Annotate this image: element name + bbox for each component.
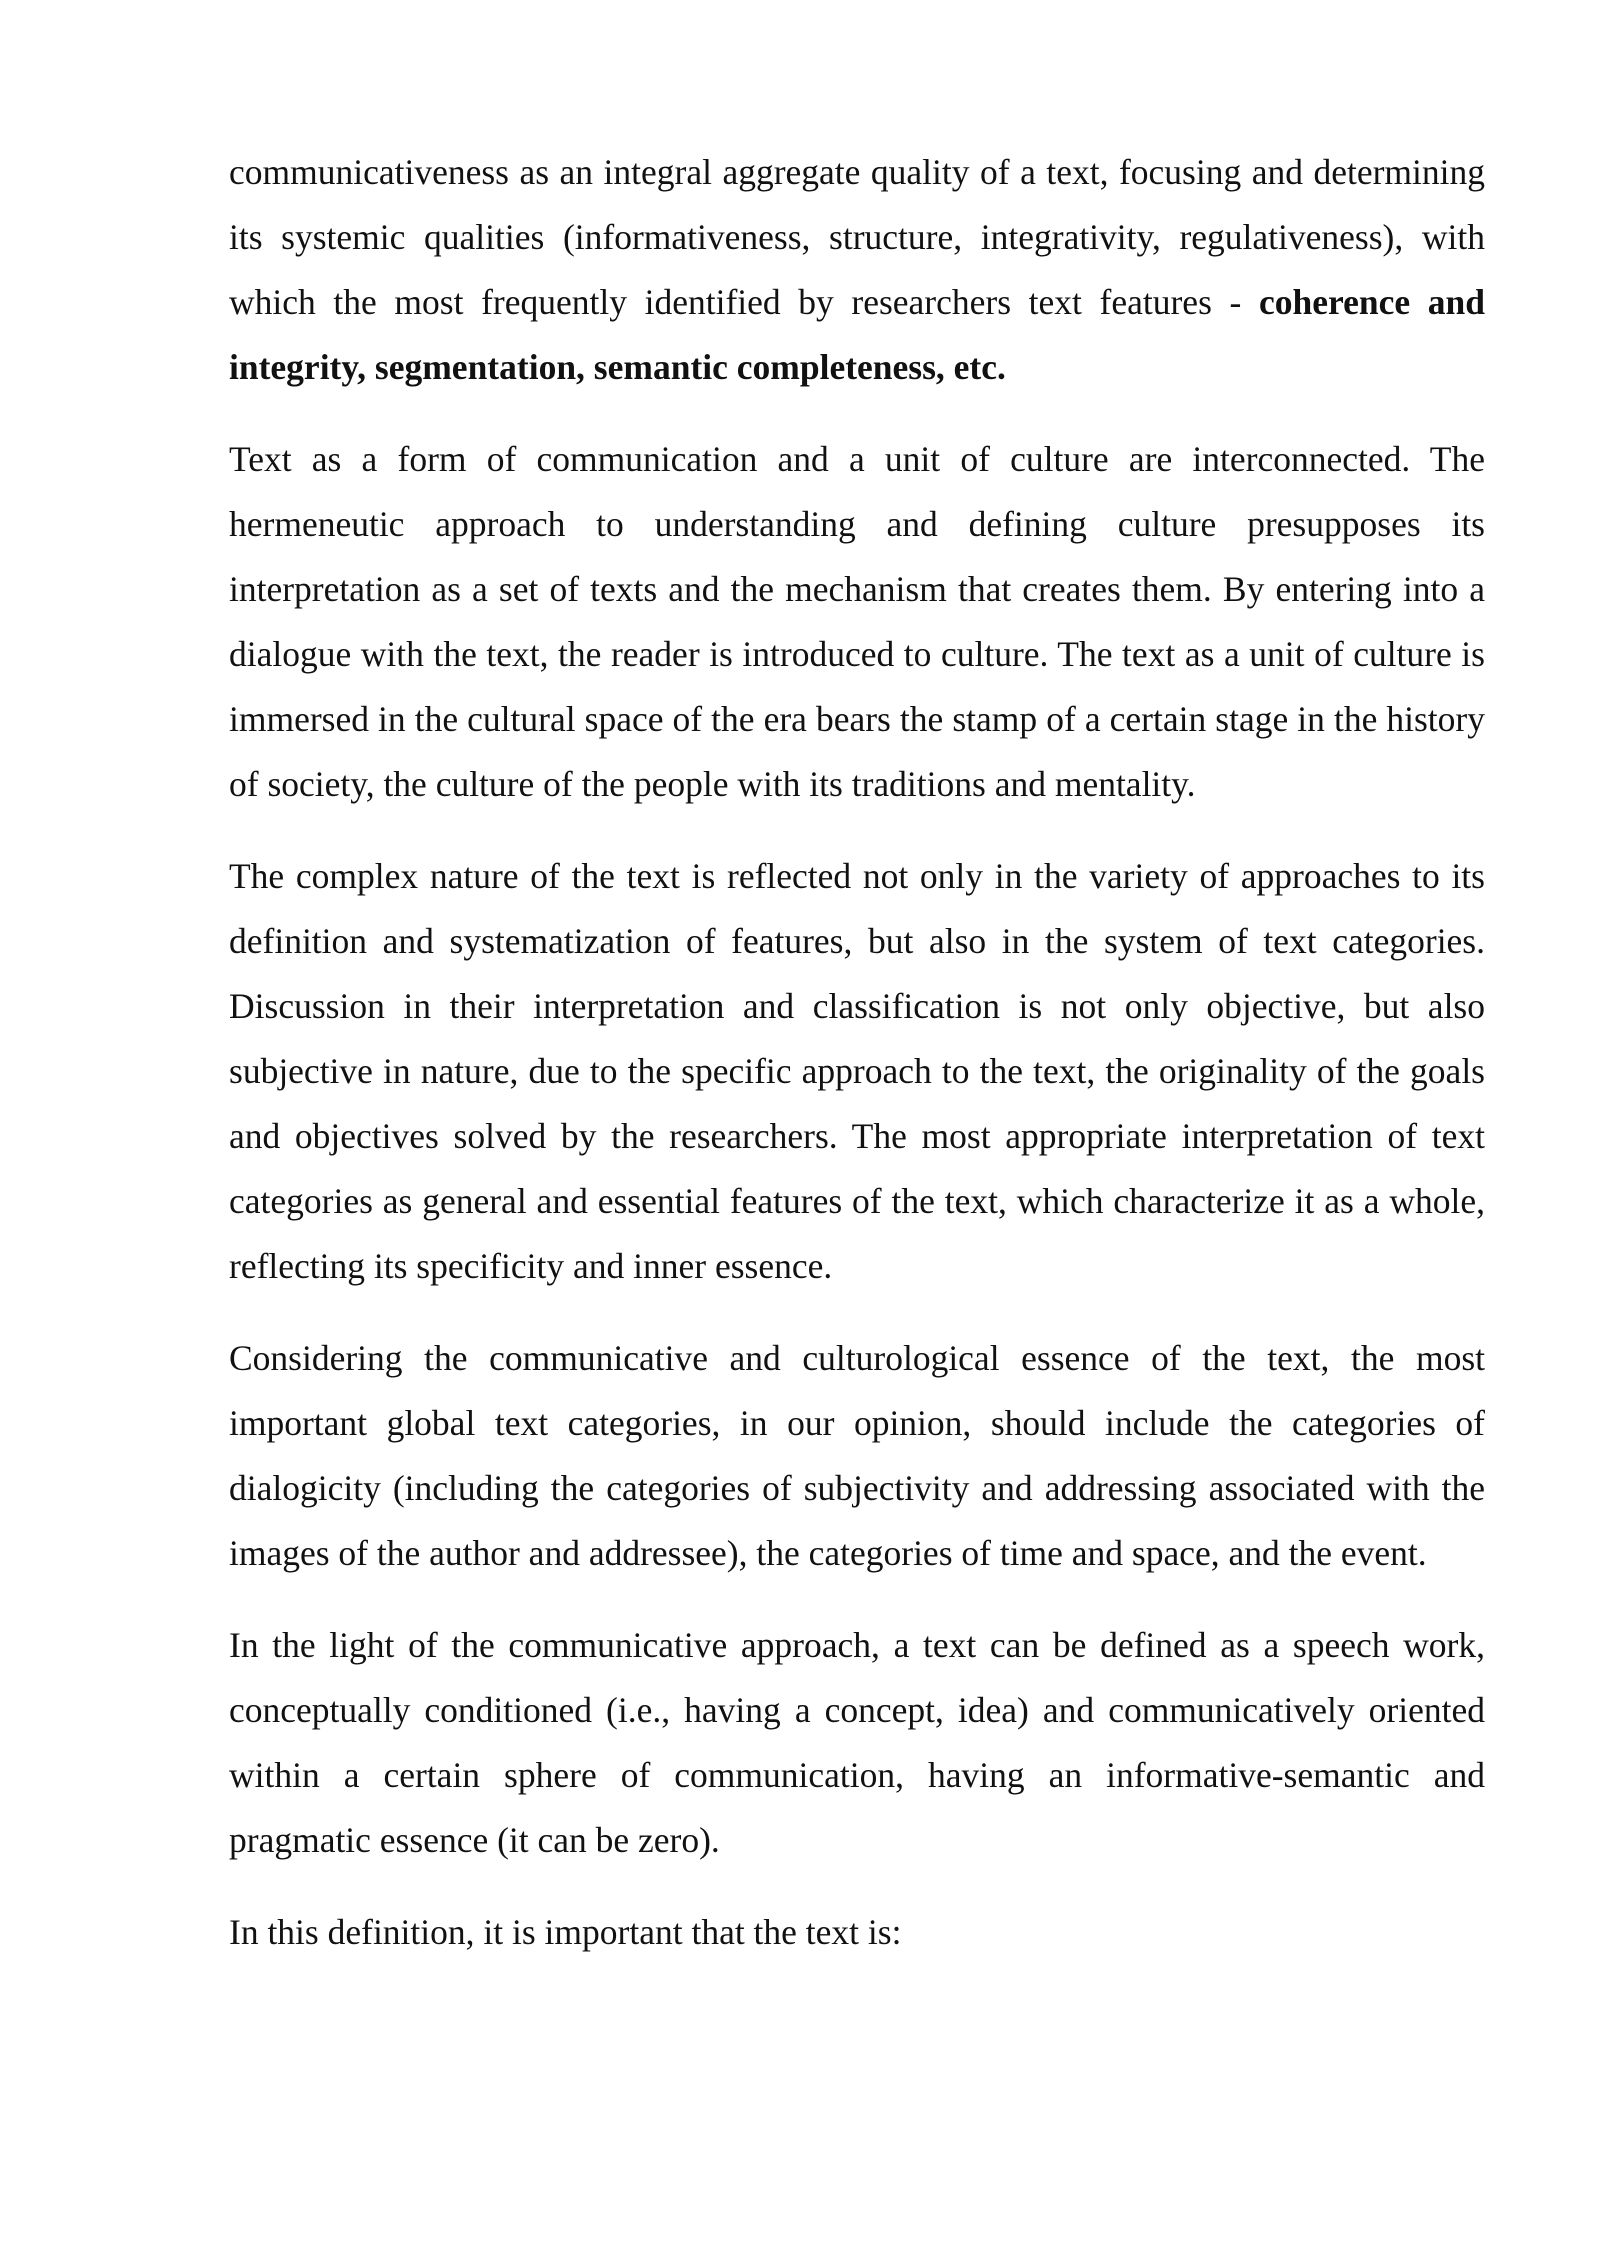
document-body — [229, 140, 1485, 1992]
paragraph-1-bold-text: coherence and integrity, segmentation, semantic completeness, etc. — [229, 282, 1485, 387]
paragraph-6: In this definition, it is important that the text is: — [229, 1912, 902, 1952]
paragraph-1 — [229, 140, 1485, 400]
paragraph-5: In the light of the communicative approach, a text can be defined as a speech work, conceptually conditioned (i.e., having a concept, idea) and communicatively oriented within a certain sphere of communication, having an informative-semantic and pragmatic essence (it can be zero). — [229, 1625, 1485, 1860]
paragraph-2: Text as a form of communication and a unit of culture are interconnected. The hermeneutic approach to understanding and defining culture presupposes its interpretation as a set of texts and the mechanism that creates them. By entering into a dialogue with the text, the reader is introduced to culture. The text as a unit of culture is immersed in the cultural space of the era bears the stamp of a certain stage in the history of society, the culture of the people with its traditions and mentality. — [229, 439, 1485, 804]
paragraph-1-text: communicativeness as an integral aggregate quality of a text, focusing and determining its systemic qualities (informativeness, structure, integrativity, regulativeness), with which the most frequently identified by researchers text features - — [229, 152, 1485, 322]
paragraph-3: The complex nature of the text is reflected not only in the variety of approaches to its definition and systematization of features, but also in the system of text categories. Discussion in their interpretation and classification is not only objective, but also subjective in nature, due to the specific approach to the text, the originality of the goals and objectives solved by the researchers. The most appropriate interpretation of text categories as general and essential features of the text, which characterize it as a whole, reflecting its specificity and inner essence. — [229, 856, 1485, 1286]
paragraph-4: Considering the communicative and culturological essence of the text, the most important global text categories, in our opinion, should include the categories of dialogicity (including the categories of subjectivity and addressing associated with the images of the author and addressee), the categories of time and space, and the event. — [229, 1338, 1485, 1573]
